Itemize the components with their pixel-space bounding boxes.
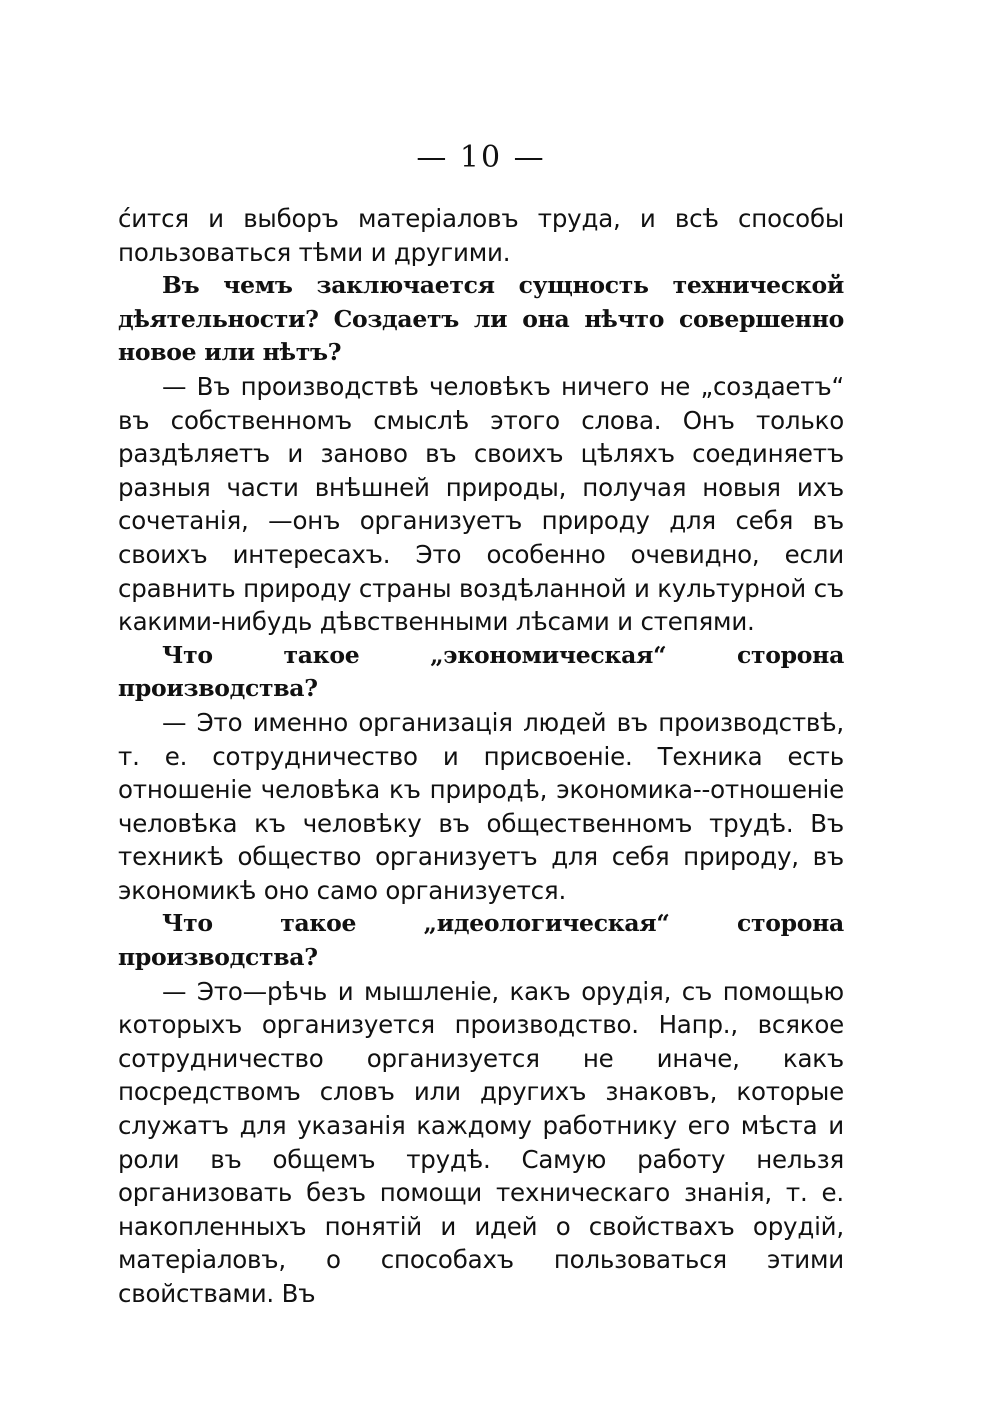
answer-technical-activity: — Въ производствѣ человѣкъ ничего не „создаетъ“ въ собственномъ смыслѣ этого слова. Онъ только раздѣляетъ и заново въ своихъ цѣляхъ соединяетъ разныя части внѣшней природы, получая новыя ихъ сочетанія, —онъ организуетъ природу для себя въ своихъ интересахъ. Это особенно очевидно, если сравнить природу страны воздѣланной и культурной съ какими-нибудь дѣвственными лѣсами и степями. — [118, 371, 844, 637]
paragraph-continuation: ćится и выборъ матеріаловъ труда, и всѣ способы пользоваться тѣми и другими. — [118, 204, 844, 267]
book-page — [118, 138, 844, 1311]
page-number: — 10 — — [416, 140, 546, 175]
question-ideological-side: Что такое „идеологическая“ сторона производства? — [118, 909, 844, 972]
answer-ideological-side: — Это—рѣчь и мышленіе, какъ орудія, съ помощью которыхъ организуется производство. Напр., всякое сотрудничество организуется не иначе, какъ посредствомъ словъ или другихъ знаковъ, которые служатъ для указанія каждому работнику его мѣста и роли въ общемъ трудѣ. Самую работу нельзя организовать безъ помощи техническаго знанія, т. е. накопленныхъ понятій и идей о свойствахъ орудій, матеріаловъ, о способахъ пользоваться этими свойствами. Въ — [118, 976, 844, 1308]
question-technical-activity: Въ чемъ заключается сущность технической дѣятельности? Создаетъ ли она нѣчто совершенно новое или нѣтъ? — [118, 271, 844, 367]
answer-economic-side: — Это именно организація людей въ производствѣ, т. е. сотрудничество и присвоеніе. Техника есть отношеніе человѣка къ природѣ, экономика--отношеніе человѣка къ человѣку въ общественномъ трудѣ. Въ техникѣ общество организуетъ для себя природу, въ экономикѣ оно само организуется. — [118, 707, 844, 905]
question-economic-side: Что такое „экономическая“ сторона производства? — [118, 640, 844, 703]
